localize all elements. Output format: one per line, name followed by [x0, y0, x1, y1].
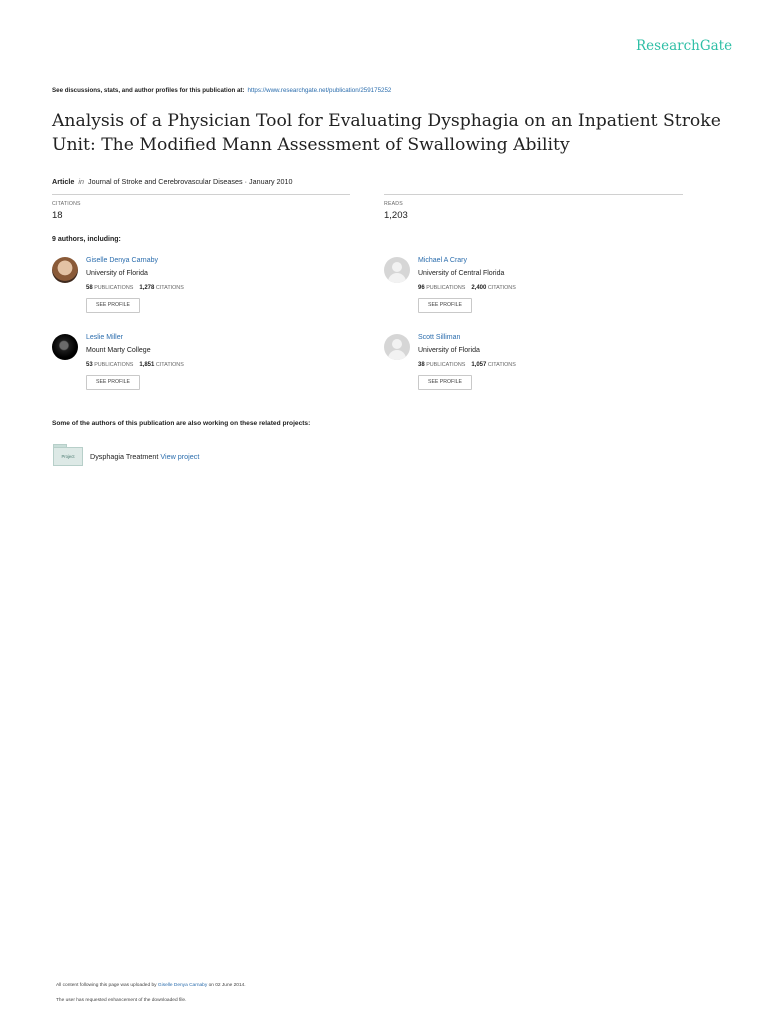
author-card [384, 257, 684, 322]
researchgate-logo[interactable]: ResearchGate [636, 38, 733, 54]
citations-count: 18 [52, 210, 63, 221]
citations-label: CITATIONS [487, 362, 516, 368]
view-project-link[interactable]: View project [160, 452, 200, 461]
reads-count: 1,203 [384, 210, 408, 221]
citations-label: CITATIONS [487, 285, 516, 291]
author-institution: University of Florida [86, 270, 148, 277]
author-card [52, 334, 352, 399]
citations-label: CITATIONS [155, 285, 184, 291]
reads-divider [384, 194, 683, 195]
author-avatar[interactable] [52, 257, 78, 283]
citations-divider [52, 194, 350, 195]
publications-count: 53 [86, 362, 93, 368]
upload-note [56, 983, 246, 988]
citations-count: 1,278 [139, 285, 155, 291]
publications-label: PUBLICATIONS [94, 285, 134, 291]
citations-label: CITATIONS [155, 362, 184, 368]
author-avatar[interactable] [52, 334, 78, 360]
publications-count: 38 [418, 362, 425, 368]
citations-label: CITATIONS [52, 201, 81, 207]
reads-label: READS [384, 201, 403, 207]
publications-label: PUBLICATIONS [426, 362, 466, 368]
in-label: in [78, 177, 84, 186]
project-item [90, 452, 199, 461]
upload-prefix: All content following this page was uploaded by [56, 983, 157, 988]
publications-label: PUBLICATIONS [426, 285, 466, 291]
author-name-link[interactable]: Giselle Denya Carnaby [86, 257, 158, 264]
project-folder-icon [53, 444, 83, 466]
see-discussions-line [52, 87, 391, 94]
author-name-link[interactable]: Leslie Miller [86, 334, 123, 341]
uploader-link[interactable]: Giselle Denya Carnaby [157, 983, 208, 988]
citations-count: 2,400 [471, 285, 487, 291]
publication-title: Analysis of a Physician Tool for Evaluating Dysphagia on an Inpatient Stroke Unit: The Modified Mann Assessment of Swallowing Ability [52, 111, 721, 155]
publication-meta [52, 177, 293, 186]
author-institution: Mount Marty College [86, 347, 151, 354]
enhancement-note: The user has requested enhancement of the downloaded file. [56, 998, 187, 1003]
author-institution: University of Central Florida [418, 270, 505, 277]
author-name-link[interactable]: Michael A Crary [418, 257, 468, 264]
see-profile-button[interactable]: SEE PROFILE [418, 298, 472, 313]
journal-date: Journal of Stroke and Cerebrovascular Diseases · January 2010 [87, 177, 293, 186]
author-stats [86, 285, 184, 291]
project-name: Dysphagia Treatment [90, 452, 159, 461]
citations-count: 1,057 [471, 362, 487, 368]
see-discussions-text: See discussions, stats, and author profiles for this publication at: [52, 87, 245, 94]
citations-count: 1,851 [139, 362, 155, 368]
author-stats [418, 362, 516, 368]
default-user-icon[interactable] [384, 257, 410, 283]
publications-label: PUBLICATIONS [94, 362, 134, 368]
author-stats [418, 285, 516, 291]
author-card [52, 257, 352, 322]
see-profile-button[interactable]: SEE PROFILE [86, 298, 140, 313]
project-icon-label: Project [53, 447, 83, 466]
author-institution: University of Florida [418, 347, 480, 354]
upload-suffix: on 02 June 2014. [208, 983, 246, 988]
article-type: Article [52, 177, 75, 186]
see-profile-button[interactable]: SEE PROFILE [86, 375, 140, 390]
author-name-link[interactable]: Scott Silliman [418, 334, 461, 341]
authors-heading: 9 authors, including: [52, 236, 121, 243]
author-card [384, 334, 684, 399]
related-projects-heading: Some of the authors of this publication are also working on these related projects: [52, 420, 311, 427]
author-stats [86, 362, 184, 368]
default-user-icon[interactable] [384, 334, 410, 360]
publication-url-link[interactable]: https://www.researchgate.net/publication/259175252 [247, 87, 392, 94]
see-profile-button[interactable]: SEE PROFILE [418, 375, 472, 390]
publications-count: 58 [86, 285, 93, 291]
publications-count: 96 [418, 285, 425, 291]
